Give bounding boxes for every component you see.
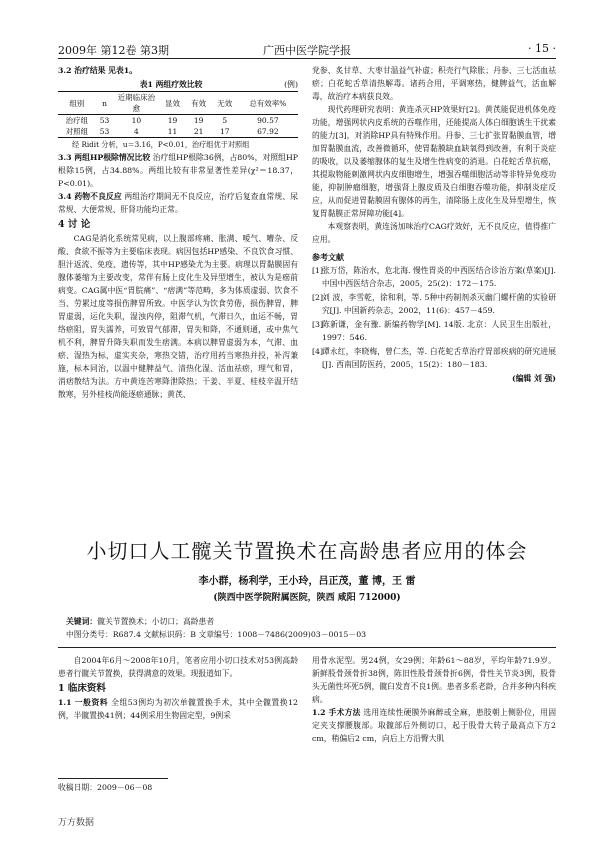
section-1-heading: 1 临床资料	[58, 683, 106, 694]
col-cure: 近期临床治愈	[117, 93, 156, 113]
table-cell: 对照组	[65, 127, 89, 136]
received-date: 收稿日期：2009－06－08	[58, 783, 153, 792]
section-3-3-text: 治疗组HP根除36例，占80%，对照组HP根除15例，占34.88%。两组比较有非常显著性差异(χ²＝18.37，P<0.01)。	[58, 153, 299, 188]
table-cell: 5	[222, 116, 228, 125]
table-cell: 53	[99, 127, 110, 136]
keywords: 关键词：髋关节置换术；小切口；高龄患者	[66, 617, 215, 626]
right-paragraph-1: 党参、炙甘草、大枣甘温益气补虚；积壳行气除胀；丹参、三七活血祛瘀；白花蛇舌草清热解毒。诸药合用，平调寒热，健脾益气，活血解毒，故治疗本病获良效。	[312, 66, 556, 101]
header-issue: 2009年 第12卷 第3期	[58, 44, 169, 57]
table-row	[58, 115, 298, 127]
right-paragraph-2: 现代药理研究表明：黄连杀灭HP效果好[2]。黄芪能促进机体免疫功能，增强网状内皮系统的吞噬作用，还能提高人体白细胞诱生干扰素的能力[3]，对消除HP具有特殊作用。丹参、三七扩张胃黏膜血管，增加胃黏膜血流，改善微循环，使胃黏膜缺血缺氧得到改善，有利于炎症的吸收，以及萎缩腺体的复生及增生性病变的消退。白花蛇舌草抗癌，其提取物能刺激网状内皮细胞增生，增强吞噬细胞活动等非特异免疫功能，抑制肿瘤细胞，增强肾上腺皮质及白细胞吞噬功能，抑制炎症反应，从而促进胃黏膜固有腺体的再生，清除肠上皮化生及异型增生，恢复胃黏膜正常屏障功能[4]。	[312, 105, 556, 218]
table-cell: 11	[167, 127, 178, 136]
col-effective: 有效	[191, 98, 207, 108]
col-group: 组别	[69, 98, 85, 108]
table-row	[58, 126, 298, 138]
reference-item: [3] 陈新谦，金有豫. 新编药物学[M]. 14版. 北京：人民卫生出版社，1997：546.	[312, 320, 556, 342]
article-right-text: 用骨水泥型。男24例，女29例；年龄61～88岁，平均年龄71.9岁。新鲜股骨颈骨折38例，陈旧性股骨颈骨折6例，骨性关节炎3例，股骨头无菌性坏死5例，髋臼发育不良1例。患者多系老龄，合并多种内科疾病。	[312, 656, 556, 704]
article-left-column	[58, 654, 298, 722]
classification-line: 中图分类号：R687.4 文献标识码：B 文章编号：1008－7486(2009)03－0015－03	[66, 630, 367, 639]
table-cell: 67.92	[257, 127, 279, 136]
col-n: n	[102, 98, 107, 108]
header-page: · 15 ·	[528, 42, 556, 55]
table-cell: 21	[193, 127, 204, 136]
footnote-rule	[58, 778, 168, 779]
col-marked: 显效	[164, 98, 180, 108]
table-header-row	[58, 92, 298, 115]
table-cell: 19	[167, 116, 178, 125]
section-3-4-heading: 3.4 药物不良反应	[58, 192, 122, 201]
col-ineffective: 无效	[217, 98, 233, 108]
table-unit: (例)	[284, 80, 298, 89]
left-column	[58, 64, 298, 401]
reference-item: [2] 刘 波，李雪乾，徐和利，等. 5种中药制剂杀灭幽门螺杆菌的实验研究[J]. 中国新药杂志，2002，11(6)：457－459.	[312, 293, 556, 315]
running-header	[58, 40, 556, 59]
watermark-footer: 万方数据	[58, 818, 95, 828]
article-affiliation: (陕西中医学院附属医院，陕西 咸阳 712000)	[213, 593, 401, 603]
table-cell: 90.57	[257, 116, 279, 125]
reference-item: [4] 谭永红，李晓梅，曾仁杰，等. 白花蛇舌草治疗胃部疾病的研究进展[J]. 西南国防医药，2005，15(2)：180－183.	[312, 347, 556, 369]
efficacy-table	[58, 91, 298, 138]
table-note: 经 Ridit 分析，u＝3.16，P<0.01，治疗组优于对照组	[72, 140, 250, 149]
divider	[58, 647, 556, 648]
section-1-2-text: 选用连续性硬膜外麻醉或全麻，患肢朝上侧卧位，用固定夹支撑腰腹部。取髋部后外侧切口，起于股骨大转子最高点下方2 cm，稍偏后2 cm，向后上方沿臀大肌	[312, 708, 557, 743]
section-1-1-heading: 1.1 一般资料	[58, 698, 109, 707]
col-total-rate: 总有效率%	[249, 98, 287, 108]
table-cell: 17	[219, 127, 230, 136]
references-heading: 参考文献	[312, 252, 344, 262]
section-3-4-text: 两组治疗期间无不良反应，治疗后复查血常规、尿常规、大便常规、肝肾功能均正常。	[58, 192, 299, 214]
article-title: 小切口人工髋关节置换术在高龄患者应用的体会	[86, 539, 528, 563]
section-3-3-heading: 3.3 两组HP根除情况比较	[58, 153, 151, 162]
section-1-1-text: 全组53例均为初次单髋置换手术，其中全髋置换12例，半髋置换41例；44例采用生物固定型，9例采	[58, 698, 298, 720]
article-right-column	[312, 654, 556, 745]
header-journal: 广西中医学院学报	[263, 44, 351, 57]
right-paragraph-3: 本观察表明，黄连汤加味治疗CAG疗效好，无不良反应，值得推广应用。	[312, 222, 556, 244]
reference-item: [1] 张万岱，陈治水，危北海. 慢性胃炎的中西医结合诊治方案(草案)[J]. 中国中西医结合杂志，2005，25(2)：172－175.	[312, 266, 556, 288]
table-title: 表1 两组疗效比较	[139, 80, 203, 89]
table-cell: 4	[134, 127, 139, 136]
section-1-2-heading: 1.2 手术方法	[312, 708, 361, 717]
article-intro: 自2004年6月～2008年10月，笔者应用小切口技术对53例高龄患者行髋关节置换，获得满意的效果。现报道如下。	[58, 656, 298, 678]
discussion-text: CAG是消化系统常见病，以上腹部疼痛、胀满、嗳气、嘈杂、反酸、食欲不振等为主要临床表现。病因包括HP感染、不良饮食习惯、胆汁返流、免疫、遗传等，其中HP感染尤为主要。病理以胃黏膜固有腺体萎缩为主要改变，常伴有肠上皮化生及异型增生，被认为是癌前病变。CAG属中医“胃脘痛”、“痞满”等范畴，多为体质虚弱、饮食不当、劳累过度等损伤脾胃所致。中医学认为饮食劳倦，损伤脾胃，脾胃虚弱，运化失职，湿浊内停，阻滞气机，气滞日久，血运不畅，胃络瘀阻，胃失濡养，可致胃气郁滞，胃失和降，不通则通，或中焦气机不利，脾胃升降失职而发生痞满。本病以脾胃虚弱为本，气滞、血瘀、湿热为标，虚实夹杂，寒热交错，治疗用药当寒热并投，补泻兼施，标本同治，以温中健脾益气、清热化湿、活血祛瘀，理气和胃，消痞散结为法。方中黄连苦寒降泄除热；干姜、半夏、桂枝辛温开结散寒，另外桂枝尚能逐瘀通脉；黄芪、	[58, 234, 298, 399]
table-cell: 10	[131, 116, 142, 125]
discussion-heading: 4 讨 论	[58, 219, 91, 230]
table-cell: 19	[193, 116, 204, 125]
editor-note: (编辑 刘 强)	[512, 374, 556, 383]
table-cell: 53	[99, 116, 110, 125]
results-heading: 3.2 治疗结果 见表1。	[58, 66, 137, 75]
table-caption	[58, 78, 298, 91]
reference-list	[312, 264, 556, 371]
right-column	[312, 64, 556, 385]
table-cell: 治疗组	[65, 116, 89, 125]
article-authors: 李小群，杨利学，王小玲，吕正茂，董 博，王 雷	[198, 576, 416, 587]
